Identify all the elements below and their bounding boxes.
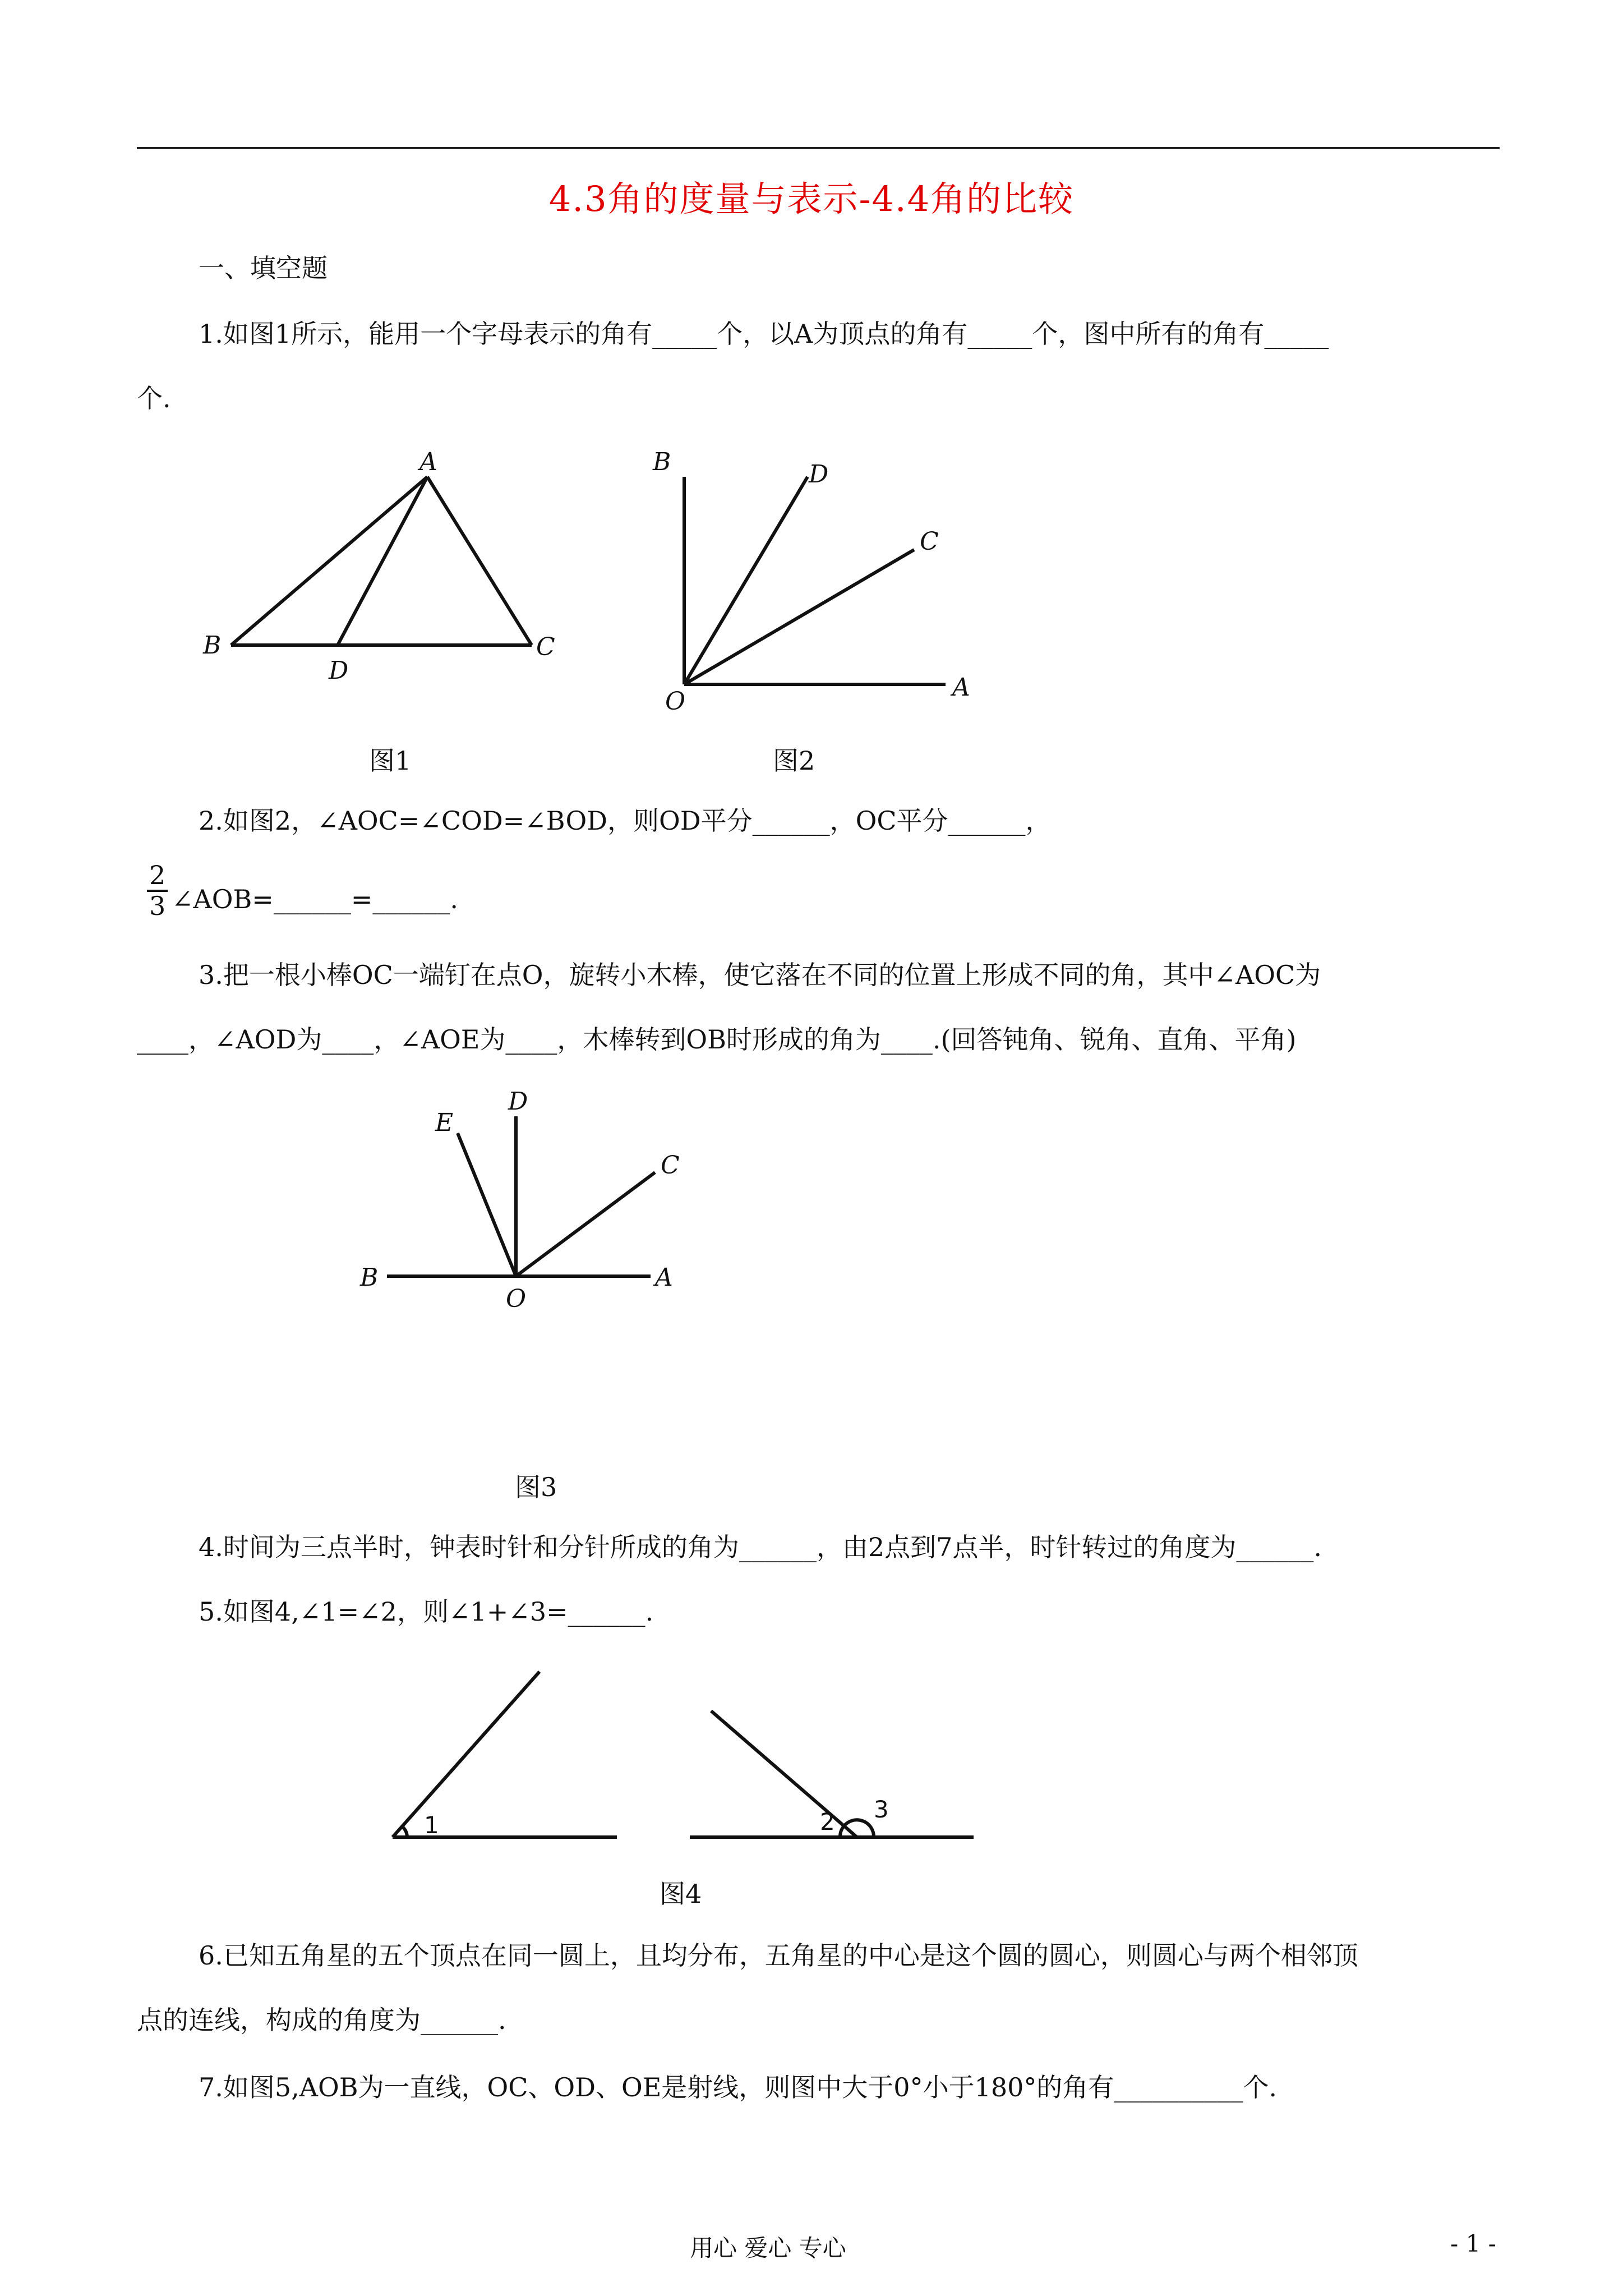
question-7: 7.如图5,AOB为一直线，OC、OD、OE是射线，则图中大于0°小于180°的角有__________个.	[199, 2072, 1277, 2102]
fig3-label-c: C	[661, 1151, 680, 1180]
page-number: - 1 -	[1450, 2230, 1496, 2257]
page-title: 4.3角的度量与表示-4.4角的比较	[548, 178, 1075, 219]
footer-motto: 用心 爱心 专心	[690, 2234, 846, 2262]
fig4-angle-label-3: 3	[874, 1796, 889, 1823]
fig3-label-e: E	[435, 1108, 454, 1137]
fig2-label-c: C	[920, 527, 939, 556]
fig2-label-a: A	[952, 673, 970, 702]
question-5: 5.如图4,∠1=∠2，则∠1+∠3=______.	[199, 1596, 654, 1627]
question-3-line-2: ____，∠AOD为____，∠AOE为____，木棒转到OB时形成的角为____.(回答钝角、锐角、直角、平角)	[137, 1024, 1297, 1055]
figure-2-rays	[645, 438, 1004, 718]
header-rule	[137, 147, 1500, 149]
figure-3-caption: 图3	[515, 1472, 557, 1502]
question-6-line-2: 点的连线，构成的角度为______.	[137, 2005, 506, 2035]
fraction-numerator: 2	[147, 861, 168, 892]
fig1-label-d: D	[329, 656, 349, 685]
fig2-label-b: B	[653, 448, 671, 476]
question-1-line-1: 1.如图1所示，能用一个字母表示的角有_____个，以A为顶点的角有_____个，图中所有的角有_____	[199, 319, 1329, 349]
figure-1-triangle	[196, 443, 589, 712]
fig3-label-a: A	[655, 1263, 673, 1292]
figure-3-rays	[348, 1077, 707, 1313]
question-6-line-1: 6.已知五角星的五个顶点在同一圆上，且均分布，五角星的中心是这个圆的圆心，则圆心与两个相邻顶	[199, 1940, 1358, 1971]
fraction-two-thirds	[147, 861, 168, 920]
fig3-label-d: D	[508, 1087, 528, 1116]
fig1-label-a: A	[419, 448, 437, 476]
question-4: 4.时间为三点半时，钟表时针和分针所成的角为______，由2点到7点半，时针转过的角度为______.	[199, 1532, 1322, 1562]
question-2-line-2: ∠AOB=______=______.	[172, 884, 458, 914]
question-3-line-1: 3.把一根小棒OC一端钉在点O，旋转小木棒，使它落在不同的位置上形成不同的角，其中∠AOC为	[199, 960, 1321, 990]
figure-1-caption: 图1	[369, 746, 412, 776]
fig2-label-o: O	[665, 687, 686, 716]
figure-4-caption: 图4	[660, 1879, 702, 1909]
fig1-label-b: B	[203, 631, 222, 660]
fig2-label-d: D	[809, 460, 829, 489]
figure-2-caption: 图2	[773, 746, 815, 776]
fraction-denominator: 3	[149, 890, 166, 921]
figure-4-angles	[370, 1655, 1009, 1846]
question-2-line-1: 2.如图2，∠AOC=∠COD=∠BOD，则OD平分______，OC平分______，	[199, 806, 1052, 836]
fig1-label-c: C	[536, 633, 555, 661]
fig4-angle-label-2: 2	[820, 1808, 835, 1835]
section-heading: 一、填空题	[199, 253, 328, 283]
fig4-angle-label-1: 1	[424, 1811, 439, 1839]
fig3-label-o: O	[506, 1285, 527, 1313]
fig3-label-b: B	[360, 1263, 379, 1292]
question-1-line-2: 个.	[137, 383, 171, 413]
